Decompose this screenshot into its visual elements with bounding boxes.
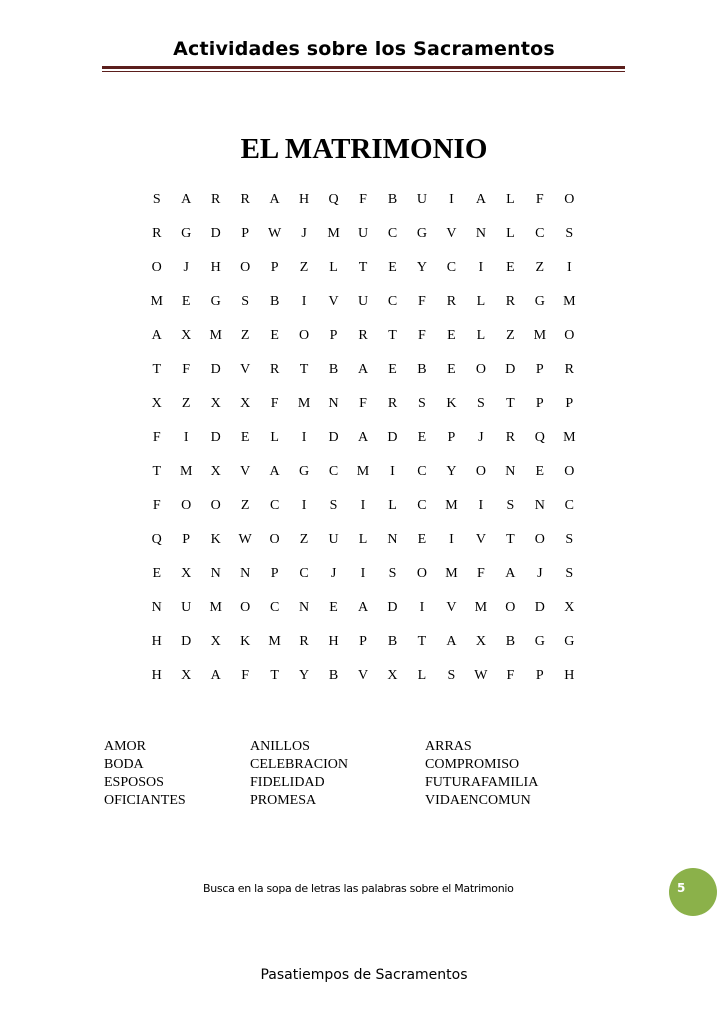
grid-row: [142, 591, 584, 625]
grid-cell: T: [388, 328, 397, 343]
grid-cell: D: [181, 634, 192, 649]
grid-cell: L: [476, 294, 486, 309]
word-search-grid: [142, 183, 584, 693]
word-item: ARRAS: [425, 739, 472, 754]
grid-cell: H: [210, 260, 221, 275]
grid-cell: N: [534, 498, 545, 513]
grid-cell: A: [269, 192, 280, 207]
grid-cell: C: [269, 600, 280, 615]
grid-cell: A: [357, 430, 369, 445]
grid-cell: I: [449, 532, 454, 547]
grid-cell: X: [181, 566, 192, 581]
grid-cell: X: [181, 328, 192, 343]
word-item: ANILLOS: [250, 739, 310, 754]
grid-cell: I: [360, 566, 366, 581]
grid-cell: A: [446, 634, 457, 649]
grid-cell: F: [359, 192, 367, 207]
grid-cell: O: [416, 566, 428, 581]
grid-cell: Y: [416, 260, 428, 275]
grid-cell: C: [535, 226, 545, 241]
grid-cell: W: [238, 532, 252, 547]
grid-row: [142, 421, 584, 455]
grid-cell: U: [181, 600, 192, 615]
grid-cell: A: [357, 600, 369, 615]
grid-cell: E: [240, 430, 250, 445]
grid-cell: M: [327, 226, 340, 241]
header-rule-thin: [102, 71, 625, 72]
grid-cell: Y: [446, 464, 457, 479]
grid-cell: Z: [299, 532, 309, 547]
word-item: FUTURAFAMILIA: [425, 775, 539, 790]
grid-cell: G: [210, 294, 221, 309]
grid-cell: J: [301, 226, 307, 241]
grid-cell: C: [269, 498, 280, 513]
grid-cell: S: [329, 498, 338, 513]
grid-cell: M: [445, 566, 458, 581]
grid-cell: M: [533, 328, 547, 343]
grid-cell: S: [565, 532, 574, 547]
word-item: CELEBRACION: [250, 757, 348, 772]
grid-row: [142, 319, 584, 353]
grid-cell: I: [478, 498, 484, 513]
grid-row: [142, 353, 584, 387]
grid-cell: V: [328, 294, 339, 309]
grid-cell: B: [505, 634, 516, 649]
grid-cell: G: [564, 634, 575, 649]
grid-cell: C: [564, 498, 574, 513]
grid-cell: O: [269, 532, 280, 547]
grid-cell: Q: [534, 430, 545, 445]
grid-row: [142, 489, 584, 523]
grid-cell: M: [297, 396, 311, 411]
grid-cell: N: [387, 532, 398, 547]
word-item: COMPROMISO: [425, 757, 520, 772]
grid-cell: E: [417, 430, 427, 445]
grid-cell: A: [269, 464, 280, 479]
grid-cell: R: [387, 396, 398, 411]
grid-cell: R: [299, 634, 309, 649]
grid-cell: F: [359, 396, 367, 411]
grid-cell: J: [478, 430, 484, 445]
grid-cell: G: [534, 294, 545, 309]
grid-cell: F: [152, 498, 161, 513]
grid-cell: O: [505, 600, 516, 615]
grid-cell: P: [270, 566, 279, 581]
grid-cell: L: [417, 668, 427, 683]
grid-cell: V: [240, 362, 251, 377]
grid-cell: I: [301, 430, 307, 445]
grid-cell: O: [564, 192, 575, 207]
word-list-column-2: [250, 738, 348, 810]
grid-cell: N: [328, 396, 339, 411]
grid-row: [142, 557, 584, 591]
grid-cell: I: [301, 498, 307, 513]
grid-cell: J: [183, 260, 189, 275]
grid-cell: I: [566, 260, 572, 275]
grid-cell: R: [269, 362, 280, 377]
grid-cell: P: [447, 430, 456, 445]
grid-row: [142, 183, 584, 217]
grid-cell: U: [357, 226, 369, 241]
grid-cell: G: [416, 226, 428, 241]
grid-cell: N: [210, 566, 221, 581]
grid-cell: D: [210, 430, 221, 445]
grid-cell: I: [419, 600, 425, 615]
grid-cell: S: [565, 566, 574, 581]
grid-cell: P: [535, 668, 544, 683]
grid-cell: T: [506, 396, 515, 411]
grid-cell: T: [417, 634, 427, 649]
grid-cell: U: [328, 532, 339, 547]
grid-cell: T: [152, 362, 162, 377]
grid-cell: J: [537, 566, 543, 581]
grid-cell: R: [446, 294, 457, 309]
grid-cell: M: [474, 600, 488, 615]
instruction-text: Busca en la sopa de letras las palabras sobre el Matrimonio: [203, 882, 514, 895]
grid-cell: D: [387, 600, 398, 615]
grid-cell: E: [447, 328, 456, 343]
page-title: EL MATRIMONIO: [240, 133, 488, 165]
grid-cell: E: [388, 362, 397, 377]
grid-cell: Z: [506, 328, 515, 343]
grid-cell: A: [475, 192, 486, 207]
grid-cell: H: [151, 668, 162, 683]
page-number: 5: [677, 881, 686, 895]
grid-cell: S: [565, 226, 574, 241]
grid-cell: S: [506, 498, 515, 513]
word-item: AMOR: [104, 739, 147, 754]
grid-cell: Z: [240, 328, 250, 343]
word-item: PROMESA: [250, 793, 317, 808]
grid-cell: D: [505, 362, 516, 377]
grid-cell: P: [182, 532, 191, 547]
grid-cell: P: [241, 226, 250, 241]
grid-cell: W: [268, 226, 282, 241]
grid-cell: J: [330, 566, 337, 581]
grid-cell: L: [506, 192, 515, 207]
grid-cell: N: [299, 600, 310, 615]
grid-cell: L: [329, 260, 338, 275]
grid-cell: F: [152, 430, 161, 445]
grid-cell: A: [357, 362, 369, 377]
grid-row: [142, 625, 584, 659]
grid-cell: O: [299, 328, 310, 343]
grid-cell: A: [181, 192, 192, 207]
grid-cell: N: [151, 600, 162, 615]
grid-cell: F: [418, 328, 426, 343]
grid-cell: M: [209, 600, 222, 615]
grid-cell: B: [417, 362, 427, 377]
grid-cell: I: [449, 192, 454, 207]
grid-cell: O: [564, 328, 575, 343]
grid-cell: O: [240, 600, 251, 615]
grid-cell: H: [328, 634, 339, 649]
grid-cell: E: [270, 328, 279, 343]
grid-cell: O: [564, 464, 575, 479]
grid-cell: D: [387, 430, 398, 445]
grid-cell: X: [151, 396, 162, 411]
grid-cell: A: [505, 566, 516, 581]
grid-cell: V: [475, 532, 486, 547]
footer-text: Pasatiempos de Sacramentos: [260, 967, 468, 983]
grid-cell: C: [446, 260, 457, 275]
grid-cell: I: [183, 430, 189, 445]
header-rule: [102, 66, 625, 69]
grid-cell: I: [360, 498, 366, 513]
word-item: OFICIANTES: [104, 793, 186, 808]
grid-cell: M: [445, 498, 458, 513]
grid-cell: M: [563, 294, 576, 309]
grid-cell: C: [387, 294, 398, 309]
grid-cell: S: [152, 192, 161, 207]
grid-cell: L: [270, 430, 279, 445]
grid-row: [142, 285, 584, 319]
grid-cell: E: [506, 260, 515, 275]
grid-cell: F: [270, 396, 279, 411]
grid-cell: S: [241, 294, 250, 309]
grid-cell: S: [476, 396, 485, 411]
word-item: BODA: [104, 757, 144, 772]
grid-cell: X: [210, 464, 221, 479]
grid-cell: B: [269, 294, 280, 309]
grid-cell: U: [357, 294, 369, 309]
grid-cell: U: [416, 192, 428, 207]
word-item: ESPOSOS: [104, 775, 164, 790]
grid-cell: T: [358, 260, 368, 275]
grid-cell: P: [270, 260, 279, 275]
grid-cell: K: [240, 634, 251, 649]
grid-cell: H: [299, 192, 310, 207]
grid-cell: C: [299, 566, 309, 581]
grid-cell: A: [151, 328, 162, 343]
grid-cell: P: [329, 328, 338, 343]
grid-cell: V: [240, 464, 251, 479]
grid-cell: T: [152, 464, 162, 479]
grid-cell: X: [387, 668, 398, 683]
grid-cell: N: [475, 226, 486, 241]
grid-cell: F: [182, 362, 191, 377]
grid-cell: O: [534, 532, 545, 547]
grid-cell: R: [505, 430, 516, 445]
grid-cell: S: [418, 396, 426, 411]
grid-row: [142, 659, 584, 693]
grid-cell: K: [446, 396, 457, 411]
grid-cell: F: [535, 192, 544, 207]
grid-cell: M: [563, 430, 576, 445]
grid-cell: B: [387, 634, 398, 649]
grid-cell: F: [241, 668, 250, 683]
grid-cell: E: [388, 260, 397, 275]
grid-cell: X: [181, 668, 192, 683]
grid-row: [142, 523, 584, 557]
grid-cell: R: [564, 362, 574, 377]
grid-cell: X: [240, 396, 251, 411]
grid-cell: C: [387, 226, 398, 241]
grid-cell: C: [417, 464, 427, 479]
grid-cell: P: [359, 634, 367, 649]
grid-row: [142, 251, 584, 285]
grid-cell: G: [299, 464, 310, 479]
grid-cell: V: [446, 226, 457, 241]
grid-cell: W: [474, 668, 488, 683]
grid-cell: M: [356, 464, 370, 479]
word-list-column-3: [425, 738, 538, 810]
grid-cell: X: [475, 634, 486, 649]
grid-cell: T: [506, 532, 515, 547]
grid-cell: R: [211, 192, 221, 207]
grid-cell: Z: [181, 396, 191, 411]
grid-cell: X: [210, 396, 221, 411]
grid-cell: L: [358, 532, 368, 547]
grid-cell: C: [328, 464, 339, 479]
grid-cell: Z: [299, 260, 309, 275]
grid-cell: F: [506, 668, 515, 683]
grid-cell: R: [358, 328, 368, 343]
grid-cell: D: [210, 226, 221, 241]
grid-cell: N: [505, 464, 516, 479]
grid-cell: S: [388, 566, 397, 581]
grid-cell: L: [476, 328, 486, 343]
grid-cell: G: [534, 634, 545, 649]
grid-cell: O: [151, 260, 162, 275]
word-item: FIDELIDAD: [250, 775, 325, 790]
grid-cell: V: [357, 668, 369, 683]
grid-cell: P: [565, 396, 574, 411]
word-item: VIDAENCOMUN: [425, 793, 531, 808]
grid-cell: Y: [299, 668, 310, 683]
grid-cell: G: [181, 226, 192, 241]
grid-cell: Q: [151, 532, 162, 547]
word-list-column-1: [104, 738, 186, 810]
grid-cell: D: [534, 600, 545, 615]
grid-cell: L: [506, 226, 515, 241]
grid-cell: E: [181, 294, 191, 309]
grid-cell: O: [240, 260, 251, 275]
grid-cell: X: [210, 634, 221, 649]
grid-cell: T: [270, 668, 279, 683]
grid-cell: N: [240, 566, 251, 581]
grid-cell: E: [447, 362, 456, 377]
grid-cell: Q: [328, 192, 339, 207]
grid-cell: M: [268, 634, 281, 649]
grid-cell: O: [475, 362, 486, 377]
grid-row: [142, 217, 584, 251]
grid-cell: C: [417, 498, 427, 513]
grid-cell: I: [478, 260, 484, 275]
grid-cell: R: [505, 294, 516, 309]
grid-cell: M: [179, 464, 193, 479]
grid-cell: E: [535, 464, 545, 479]
grid-cell: E: [417, 532, 427, 547]
grid-cell: B: [328, 362, 339, 377]
grid-cell: K: [210, 532, 221, 547]
grid-cell: H: [564, 668, 575, 683]
grid-cell: O: [181, 498, 192, 513]
grid-cell: Z: [535, 260, 545, 275]
grid-cell: X: [564, 600, 575, 615]
grid-cell: R: [240, 192, 250, 207]
grid-cell: M: [150, 294, 163, 309]
grid-cell: D: [328, 430, 339, 445]
grid-cell: R: [152, 226, 162, 241]
page-number-badge: [669, 868, 717, 916]
grid-cell: H: [151, 634, 162, 649]
grid-cell: E: [152, 566, 162, 581]
grid-row: [142, 387, 584, 421]
grid-cell: I: [301, 294, 307, 309]
grid-cell: D: [210, 362, 221, 377]
grid-cell: A: [210, 668, 221, 683]
grid-row: [142, 455, 584, 489]
grid-cell: E: [329, 600, 338, 615]
grid-cell: T: [299, 362, 309, 377]
grid-cell: L: [388, 498, 397, 513]
grid-cell: F: [418, 294, 426, 309]
grid-cell: O: [475, 464, 486, 479]
grid-cell: M: [209, 328, 222, 343]
grid-cell: P: [535, 362, 544, 377]
grid-cell: S: [447, 668, 456, 683]
grid-cell: B: [387, 192, 398, 207]
grid-cell: P: [535, 396, 544, 411]
grid-cell: O: [210, 498, 221, 513]
header-title: Actividades sobre los Sacramentos: [173, 38, 555, 60]
grid-cell: Z: [240, 498, 250, 513]
grid-cell: I: [390, 464, 395, 479]
grid-cell: B: [328, 668, 339, 683]
grid-cell: V: [446, 600, 457, 615]
grid-cell: F: [476, 566, 485, 581]
